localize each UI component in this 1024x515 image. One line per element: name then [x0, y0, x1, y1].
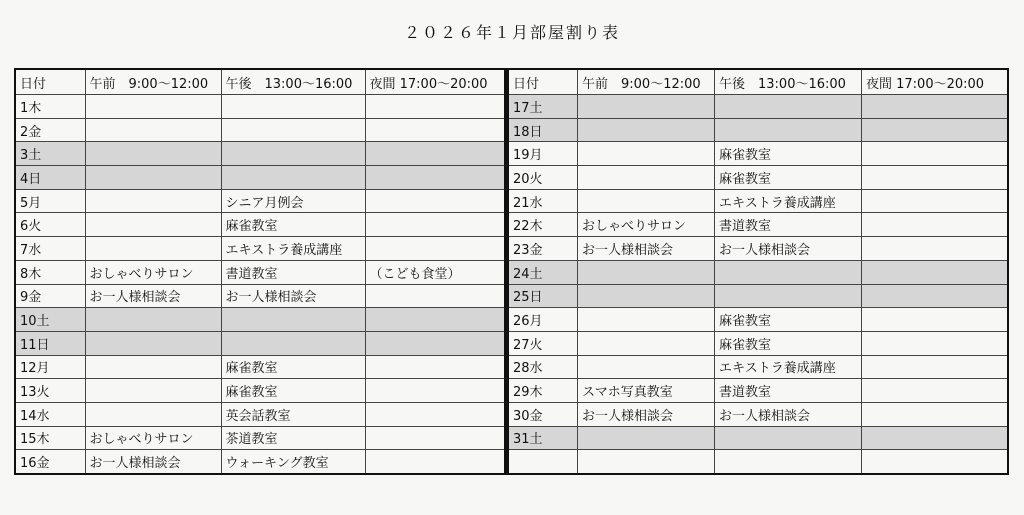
morning-cell: おしゃべりサロン: [578, 213, 715, 237]
date-cell: 9金: [15, 284, 85, 308]
date-cell: 31土: [508, 426, 578, 450]
table-row: [508, 95, 1008, 119]
date-cell: 6火: [15, 213, 85, 237]
night-cell: [862, 402, 1008, 426]
table-row: [508, 355, 1008, 379]
schedule-table-right: [506, 68, 1009, 475]
night-cell: [862, 284, 1008, 308]
date-cell: 1木: [15, 95, 85, 119]
table-row: [508, 142, 1008, 166]
afternoon-cell: エキストラ養成講座: [715, 189, 862, 213]
afternoon-cell: [221, 95, 365, 119]
table-row: [15, 355, 505, 379]
afternoon-cell: 麻雀教室: [221, 213, 365, 237]
night-cell: [862, 95, 1008, 119]
schedule-table-left: [14, 68, 506, 475]
date-cell: 10土: [15, 308, 85, 332]
afternoon-cell: [221, 331, 365, 355]
afternoon-cell: 麻雀教室: [715, 308, 862, 332]
table-row: [15, 213, 505, 237]
morning-cell: [85, 308, 221, 332]
afternoon-cell: [221, 308, 365, 332]
header-date: 日付: [508, 69, 578, 95]
table-row: [15, 450, 505, 474]
afternoon-cell: お一人様相談会: [715, 237, 862, 261]
morning-cell: [85, 402, 221, 426]
morning-cell: おしゃべりサロン: [85, 260, 221, 284]
table-row: [508, 260, 1008, 284]
header-date: 日付: [15, 69, 85, 95]
table-row: [508, 237, 1008, 261]
morning-cell: お一人様相談会: [578, 402, 715, 426]
morning-cell: [578, 450, 715, 474]
afternoon-cell: エキストラ養成講座: [715, 355, 862, 379]
table-row: [15, 379, 505, 403]
afternoon-cell: 麻雀教室: [221, 355, 365, 379]
date-cell: 27火: [508, 331, 578, 355]
morning-cell: [578, 189, 715, 213]
header-afternoon: 午後 13:00～16:00: [221, 69, 365, 95]
table-row: [15, 331, 505, 355]
morning-cell: [85, 213, 221, 237]
table-row: [15, 426, 505, 450]
table-row: [15, 284, 505, 308]
table-row: [15, 166, 505, 190]
morning-cell: [85, 95, 221, 119]
morning-cell: [85, 379, 221, 403]
table-row: [508, 450, 1008, 474]
night-cell: [862, 189, 1008, 213]
night-cell: [365, 189, 505, 213]
table-row: [508, 118, 1008, 142]
header-morning: 午前 9:00～12:00: [85, 69, 221, 95]
table-row: [15, 237, 505, 261]
header-night: 夜間 17:00～20:00: [862, 69, 1008, 95]
night-cell: [365, 237, 505, 261]
date-cell: 29木: [508, 379, 578, 403]
morning-cell: [85, 118, 221, 142]
night-cell: （こども食堂）: [365, 260, 505, 284]
night-cell: [365, 308, 505, 332]
table-row: [15, 402, 505, 426]
date-cell: [508, 450, 578, 474]
night-cell: [365, 450, 505, 474]
afternoon-cell: ウォーキング教室: [221, 450, 365, 474]
afternoon-cell: 茶道教室: [221, 426, 365, 450]
page-title: ２０２６年１月部屋割り表: [403, 23, 620, 42]
afternoon-cell: 麻雀教室: [715, 142, 862, 166]
table-row: [508, 379, 1008, 403]
date-cell: 7水: [15, 237, 85, 261]
header-row: [508, 69, 1008, 95]
header-night: 夜間 17:00～20:00: [365, 69, 505, 95]
morning-cell: [85, 166, 221, 190]
night-cell: [365, 379, 505, 403]
date-cell: 28水: [508, 355, 578, 379]
night-cell: [365, 426, 505, 450]
schedule-sheet: [14, 68, 1009, 475]
night-cell: [862, 450, 1008, 474]
date-cell: 23金: [508, 237, 578, 261]
table-row: [15, 260, 505, 284]
date-cell: 11日: [15, 331, 85, 355]
afternoon-cell: [715, 118, 862, 142]
afternoon-cell: シニア月例会: [221, 189, 365, 213]
afternoon-cell: 書道教室: [221, 260, 365, 284]
night-cell: [365, 355, 505, 379]
night-cell: [862, 379, 1008, 403]
afternoon-cell: 麻雀教室: [221, 379, 365, 403]
schedule-body-left: [15, 95, 505, 475]
date-cell: 3土: [15, 142, 85, 166]
night-cell: [365, 331, 505, 355]
date-cell: 30金: [508, 402, 578, 426]
morning-cell: [85, 331, 221, 355]
morning-cell: [85, 237, 221, 261]
morning-cell: [578, 260, 715, 284]
table-row: [508, 213, 1008, 237]
table-row: [15, 118, 505, 142]
date-cell: 22木: [508, 213, 578, 237]
table-row: [508, 331, 1008, 355]
morning-cell: スマホ写真教室: [578, 379, 715, 403]
table-row: [508, 166, 1008, 190]
morning-cell: お一人様相談会: [85, 450, 221, 474]
night-cell: [862, 355, 1008, 379]
afternoon-cell: お一人様相談会: [221, 284, 365, 308]
afternoon-cell: エキストラ養成講座: [221, 237, 365, 261]
night-cell: [365, 284, 505, 308]
date-cell: 18日: [508, 118, 578, 142]
schedule-body-right: [508, 95, 1008, 475]
afternoon-cell: [715, 95, 862, 119]
morning-cell: [85, 189, 221, 213]
table-row: [508, 426, 1008, 450]
date-cell: 25日: [508, 284, 578, 308]
table-row: [15, 189, 505, 213]
date-cell: 12月: [15, 355, 85, 379]
date-cell: 16金: [15, 450, 85, 474]
afternoon-cell: [221, 118, 365, 142]
date-cell: 4日: [15, 166, 85, 190]
date-cell: 15木: [15, 426, 85, 450]
date-cell: 20火: [508, 166, 578, 190]
night-cell: [862, 331, 1008, 355]
morning-cell: お一人様相談会: [578, 237, 715, 261]
morning-cell: [578, 426, 715, 450]
night-cell: [365, 118, 505, 142]
table-row: [508, 284, 1008, 308]
morning-cell: [578, 142, 715, 166]
night-cell: [862, 142, 1008, 166]
table-row: [508, 189, 1008, 213]
table-row: [508, 308, 1008, 332]
morning-cell: お一人様相談会: [85, 284, 221, 308]
afternoon-cell: 麻雀教室: [715, 331, 862, 355]
afternoon-cell: 書道教室: [715, 379, 862, 403]
morning-cell: [578, 95, 715, 119]
morning-cell: [578, 284, 715, 308]
afternoon-cell: お一人様相談会: [715, 402, 862, 426]
afternoon-cell: [221, 142, 365, 166]
date-cell: 5月: [15, 189, 85, 213]
afternoon-cell: [715, 260, 862, 284]
header-row: [15, 69, 505, 95]
date-cell: 24土: [508, 260, 578, 284]
night-cell: [862, 426, 1008, 450]
afternoon-cell: [715, 284, 862, 308]
header-morning: 午前 9:00～12:00: [578, 69, 715, 95]
morning-cell: おしゃべりサロン: [85, 426, 221, 450]
table-row: [15, 95, 505, 119]
night-cell: [365, 142, 505, 166]
night-cell: [862, 237, 1008, 261]
date-cell: 14水: [15, 402, 85, 426]
date-cell: 13火: [15, 379, 85, 403]
date-cell: 21水: [508, 189, 578, 213]
table-row: [15, 142, 505, 166]
night-cell: [365, 95, 505, 119]
morning-cell: [578, 166, 715, 190]
date-cell: 17土: [508, 95, 578, 119]
night-cell: [862, 166, 1008, 190]
morning-cell: [85, 355, 221, 379]
table-row: [15, 308, 505, 332]
afternoon-cell: [715, 450, 862, 474]
night-cell: [862, 308, 1008, 332]
night-cell: [862, 213, 1008, 237]
date-cell: 8木: [15, 260, 85, 284]
date-cell: 19月: [508, 142, 578, 166]
night-cell: [365, 213, 505, 237]
morning-cell: [85, 142, 221, 166]
afternoon-cell: 英会話教室: [221, 402, 365, 426]
morning-cell: [578, 355, 715, 379]
morning-cell: [578, 331, 715, 355]
afternoon-cell: 書道教室: [715, 213, 862, 237]
night-cell: [365, 402, 505, 426]
afternoon-cell: 麻雀教室: [715, 166, 862, 190]
morning-cell: [578, 118, 715, 142]
date-cell: 2金: [15, 118, 85, 142]
night-cell: [365, 166, 505, 190]
night-cell: [862, 118, 1008, 142]
morning-cell: [578, 308, 715, 332]
afternoon-cell: [715, 426, 862, 450]
date-cell: 26月: [508, 308, 578, 332]
header-afternoon: 午後 13:00～16:00: [715, 69, 862, 95]
night-cell: [862, 260, 1008, 284]
table-row: [508, 402, 1008, 426]
afternoon-cell: [221, 166, 365, 190]
